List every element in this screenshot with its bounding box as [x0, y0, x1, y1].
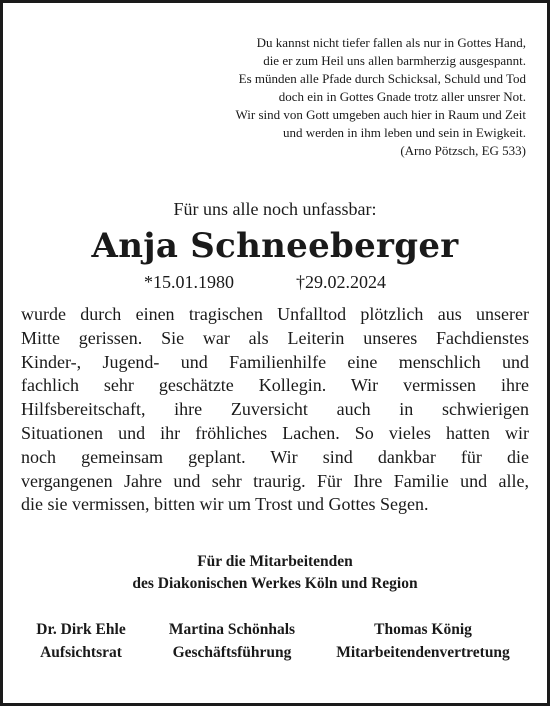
- organization-line: Für die Mitarbeitenden: [197, 553, 353, 570]
- signatory: [22, 618, 140, 664]
- poem-line: Wir sind von Gott umgeben auch hier in Raum und Zeit: [235, 107, 526, 122]
- signatory-name: Martina Schönhals: [168, 621, 296, 638]
- obituary-line: vergangenen Jahre und sehr traurig. Für Ihre Familie und alle,: [21, 470, 529, 491]
- birth-date: *15.01.1980: [144, 272, 234, 292]
- deceased-name: Anja Schneeberger: [91, 226, 459, 266]
- obituary-line: Hilfsbereitschaft, ihre Zuversicht auch in schwierigen: [21, 399, 529, 420]
- obituary-line: fachlich sehr geschätzte Kollegin. Wir vermissen ihre: [21, 375, 529, 396]
- signatory-name: Dr. Dirk Ehle: [36, 621, 126, 638]
- obituary-line: noch gemeinsam geplant. Wir sind dankbar für die: [21, 446, 529, 467]
- obituary-line: wurde durch einen tragischen Unfalltod plötzlich aus unserer: [21, 304, 529, 324]
- obituary-line: Mitte gerissen. Sie war als Leiterin unseres Fachdienstes: [21, 327, 529, 348]
- poem-line: die er zum Heil uns allen barmherzig ausgespannt.: [263, 53, 526, 68]
- death-date: †29.02.2024: [296, 272, 386, 292]
- intro-text: Für uns alle noch unfassbar:: [173, 199, 377, 219]
- signatory: [152, 618, 312, 664]
- organization-block: [0, 551, 550, 595]
- obituary-line: Kinder-, Jugend- und Familienhilfe eine menschlich und: [21, 351, 529, 372]
- signatory-role: Geschäftsführung: [172, 644, 292, 661]
- signatory-role: Mitarbeitendenvertretung: [336, 644, 510, 661]
- poem-line: und werden in ihm leben und sein in Ewigkeit.: [283, 125, 526, 140]
- obituary-text: [21, 303, 529, 517]
- signatory: [316, 618, 530, 664]
- signatory-name: Thomas König: [374, 621, 472, 638]
- poem: [106, 34, 526, 160]
- poem-line: Es münden alle Pfade durch Schicksal, Schuld und Tod: [238, 71, 526, 86]
- signatory-role: Aufsichtsrat: [40, 644, 122, 661]
- poem-line: doch ein in Gottes Gnade trotz aller unsrer Not.: [278, 89, 526, 104]
- obituary-line: die sie vermissen, bitten wir um Trost und Gottes Segen.: [21, 494, 429, 515]
- poem-line: Du kannst nicht tiefer fallen als nur in Gottes Hand,: [256, 35, 526, 50]
- poem-attribution: (Arno Pötzsch, EG 533): [400, 143, 526, 158]
- obituary-line: Situationen und ihr fröhliches Lachen. So vieles hatten wir: [21, 422, 529, 443]
- organization-line: des Diakonischen Werkes Köln und Region: [132, 575, 418, 592]
